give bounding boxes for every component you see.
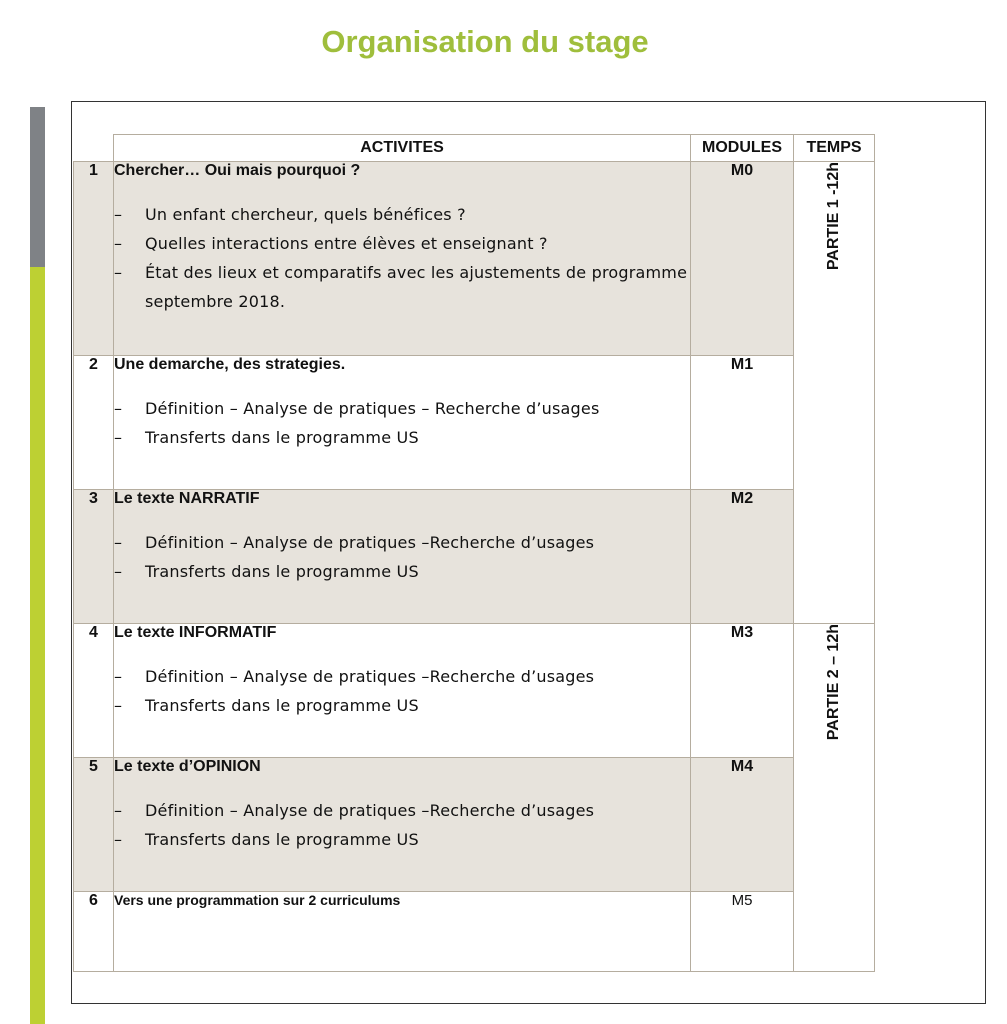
activity-bullets [114, 394, 690, 452]
table-row [74, 490, 875, 624]
row-number: 2 [74, 356, 114, 490]
table-row [74, 892, 875, 972]
partie-2-label: PARTIE 2 – 12h [825, 624, 842, 741]
activity-cell [114, 356, 691, 490]
activity-bullets [114, 200, 690, 316]
sidebar-accent-green [30, 267, 45, 1024]
row-number: 1 [74, 162, 114, 356]
table-row [74, 758, 875, 892]
header-temps: TEMPS [794, 135, 875, 162]
table-row [74, 356, 875, 490]
activity-bullets [114, 528, 690, 586]
activity-title: Le texte NARRATIF [114, 490, 260, 507]
row-number: 4 [74, 624, 114, 758]
temps-partie-2 [794, 624, 875, 972]
header-modules: MODULES [691, 135, 794, 162]
module-cell: M0 [691, 162, 794, 356]
row-number: 3 [74, 490, 114, 624]
activity-cell [114, 490, 691, 624]
activity-cell [114, 162, 691, 356]
activity-title: Le texte d’OPINION [114, 758, 261, 775]
bullet-item: – Définition – Analyse de pratiques –Recherche d’usages [114, 796, 690, 825]
module-cell: M5 [691, 892, 794, 972]
bullet-item: – Quelles interactions entre élèves et enseignant ? [114, 229, 690, 258]
module-cell: M4 [691, 758, 794, 892]
activity-cell [114, 758, 691, 892]
bullet-item: – Un enfant chercheur, quels bénéfices ? [114, 200, 690, 229]
activity-title: Vers une programmation sur 2 curriculums [114, 892, 401, 908]
bullet-item: – Transferts dans le programme US [114, 825, 690, 854]
module-cell: M1 [691, 356, 794, 490]
bullet-item: – Transferts dans le programme US [114, 423, 690, 452]
table-row [74, 624, 875, 758]
module-cell: M3 [691, 624, 794, 758]
bullet-item: – Transferts dans le programme US [114, 691, 690, 720]
activity-bullets [114, 662, 690, 720]
schedule-table [73, 134, 875, 972]
header-number [74, 135, 114, 162]
header-activites: ACTIVITES [114, 135, 691, 162]
activity-bullets [114, 796, 690, 854]
bullet-item: – Définition – Analyse de pratiques –Recherche d’usages [114, 528, 690, 557]
bullet-item: – Transferts dans le programme US [114, 557, 690, 586]
row-number: 5 [74, 758, 114, 892]
activity-cell [114, 624, 691, 758]
partie-1-label: PARTIE 1 -12h [825, 162, 842, 271]
activity-cell [114, 892, 691, 972]
module-cell: M2 [691, 490, 794, 624]
table-row [74, 162, 875, 356]
activity-title: Une demarche, des strategies. [114, 356, 346, 373]
activity-title: Le texte INFORMATIF [114, 624, 277, 641]
temps-partie-1 [794, 162, 875, 624]
table-header-row [74, 135, 875, 162]
bullet-item: – Définition – Analyse de pratiques – Recherche d’usages [114, 394, 690, 423]
bullet-item: – Définition – Analyse de pratiques –Recherche d’usages [114, 662, 690, 691]
sidebar-accent-gray [30, 107, 45, 267]
page-title: Organisation du stage [321, 24, 649, 59]
bullet-item: – État des lieux et comparatifs avec les ajustements de programme septembre 2018. [114, 258, 690, 316]
row-number: 6 [74, 892, 114, 972]
activity-title: Chercher… Oui mais pourquoi ? [114, 162, 361, 179]
